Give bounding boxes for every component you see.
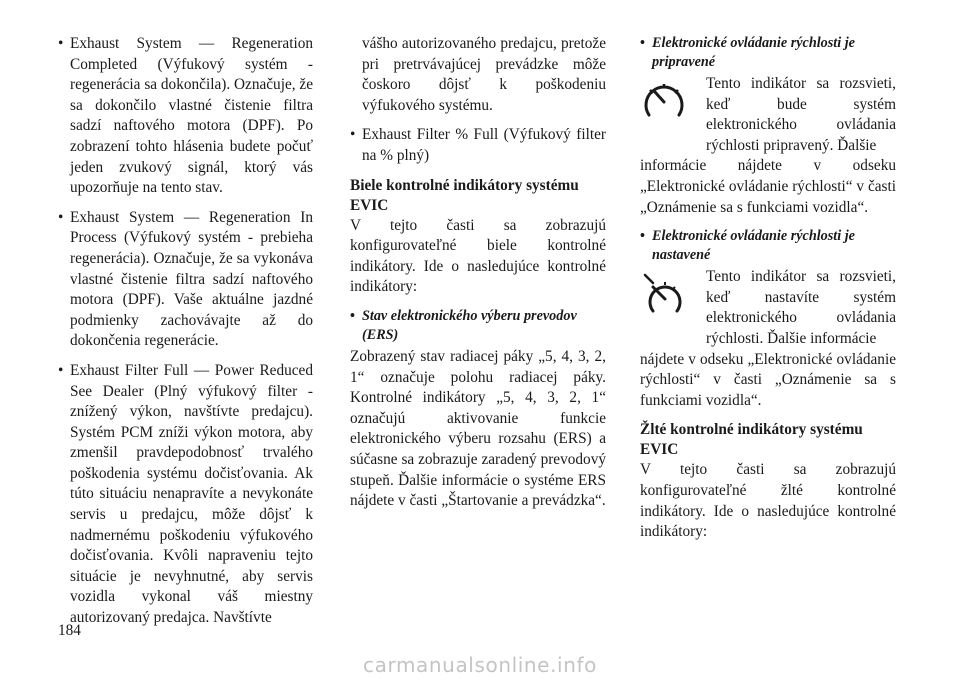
ers-subheading: • Stav elektronického výberu prevodov (ERS) — [350, 307, 606, 345]
bullet-regeneration-in-process: • Exhaust System — Regeneration In Process (Výfukový systém - prebieha regenerácia). Označuje, že sa vykonáva vlastné čistenie filtra sadzí naftového motora (DPF). Vaše aktuálne jazdné podmienky zachovávajte až do dokončenia regenerácie. — [58, 208, 313, 352]
bullet-regeneration-completed: • Exhaust System — Regeneration Completed (Výfukový systém - regenerácia sa dokončila). Označuje, že sa dokončilo vlastné čistenie filtra sadzí naftového motora (DPF). Po zobrazení tohto hlásenia budete počuť jeden zvukový signál, ktorý vás upozorňuje na tento stav. — [58, 34, 313, 199]
speed-control-ready-heading: • Elektronické ovládanie rýchlosti je pripravené — [640, 34, 896, 72]
yellow-indicators-intro: V tejto časti sa zobrazujú konfigurovateľné žlté kontrolné indikátory. Ide o nasledujúce kontrolné indikátory: — [640, 461, 896, 541]
heading-line: EVIC — [350, 196, 389, 214]
bullet-exhaust-filter-percent: • Exhaust Filter % Full (Výfukový filter na % plný) — [350, 125, 606, 166]
speedometer-ready-icon — [640, 74, 706, 131]
continuation-text: vášho autorizovaného predajcu, pretože pri pretrvávajúcej prevádzke môže čoskoro dôjsť k poškodeniu výfukového systému. — [362, 35, 606, 114]
ers-body: Zobrazený stav radiacej páky „5, 4, 3, 2, 1“ označuje polohu radiacej páky. Kontrolné indikátory „5, 4, 3, 2, 1“ označujú aktivovanie funkcie elektronického výberu rozsahu (ERS) a súčasne sa zobrazuje zaradený prevodový stupeň. Ďalšie informácie o systéme ERS nájdete v časti „Štartovanie a prevádzka“. — [350, 347, 606, 510]
right-column — [640, 34, 896, 552]
speed-control-ready-indicator — [640, 74, 896, 156]
middle-column — [350, 34, 606, 521]
left-column — [58, 34, 313, 638]
page-number: 184 — [58, 622, 81, 639]
white-indicators-heading — [350, 176, 606, 216]
speedometer-set-icon — [640, 267, 706, 324]
heading-line: EVIC — [640, 441, 679, 459]
yellow-indicators-heading — [640, 420, 896, 460]
white-indicators-intro: V tejto časti sa zobrazujú konfigurovateľné biele kontrolné indikátory. Ide o nasledujúce kontrolné indikátory: — [350, 216, 606, 296]
speed-control-set-heading: • Elektronické ovládanie rýchlosti je nastavené — [640, 227, 896, 265]
speed-control-ready-text-cont: informácie nájdete v odseku „Elektronické ovládanie rýchlosti“ v časti „Oznámenie sa s funkciami vozidla“. — [640, 157, 896, 216]
speed-control-set-text-cont: nájdete v odseku „Elektronické ovládanie rýchlosti“ v časti „Oznámenie sa s funkciami vozidla“. — [640, 350, 896, 409]
heading-line: Biele kontrolné indikátory systému — [350, 176, 579, 194]
speed-control-set-text: Tento indikátor sa rozsvieti, keď nastavíte systém elektronického ovládania rýchlosti. Ďalšie informácie — [706, 268, 896, 347]
watermark: carmanualsonline.info — [363, 653, 597, 677]
speed-control-ready-text: Tento indikátor sa rozsvieti, keď bude systém elektronického ovládania rýchlosti pripravený. Ďalšie — [706, 75, 896, 154]
speed-control-set-indicator — [640, 267, 896, 349]
bullet-exhaust-filter-full: • Exhaust Filter Full — Power Reduced See Dealer (Plný výfukový filter - znížený výkon, navštívte predajcu). Systém PCM zníži výkon motora, aby zmenšil pravdepodobnosť trvalého poškodenia systému dočisťovania. Ak túto situáciu nenapravíte a nevykonáte servis u predajcu, môže dôjsť k nadmernému poškodeniu výfukového dočisťovania. Kvôli napraveniu tejto situácie je nevyhnutné, aby servis vozidla vykonal váš miestny autorizovaný predajca. Navštívte — [58, 361, 313, 629]
heading-line: Žlté kontrolné indikátory systému — [640, 421, 863, 439]
